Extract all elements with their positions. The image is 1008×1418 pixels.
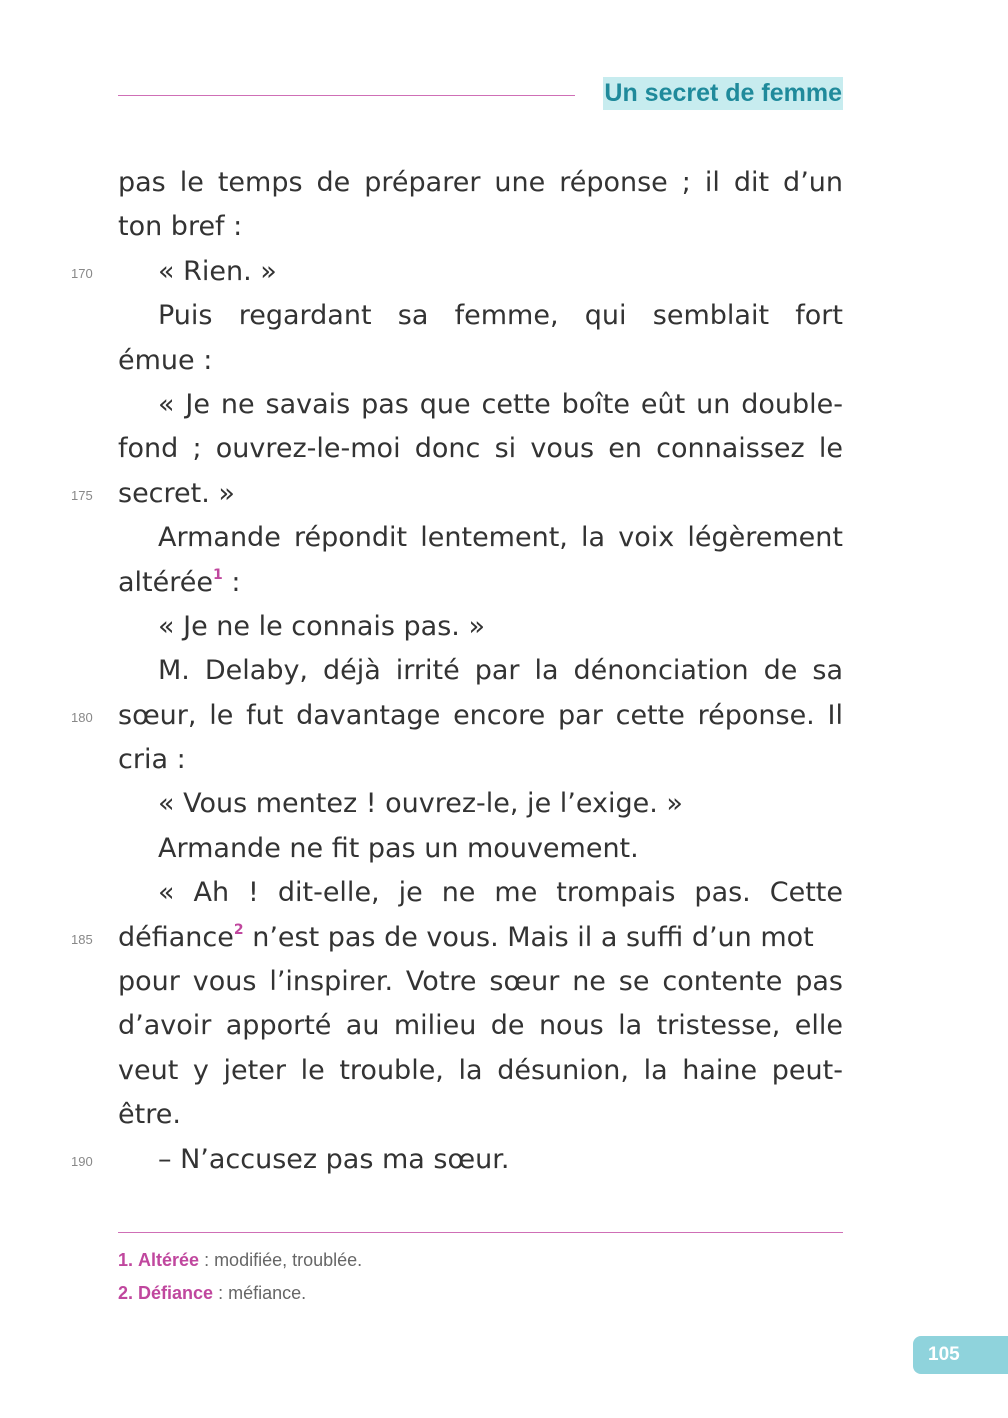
line-number: 185 xyxy=(71,931,93,947)
main-text xyxy=(71,161,843,1182)
footnotes xyxy=(118,1245,843,1311)
text-line: « Ah ! dit-elle, je ne me trompais pas. Cette xyxy=(158,877,843,909)
page-number: 105 xyxy=(913,1336,1008,1374)
line-text: n’est pas de vous. Mais il a suffi d’un mot xyxy=(243,921,814,953)
text-line: Armande ne fit pas un mouvement. xyxy=(158,832,639,864)
text-line: M. Delaby, déjà irrité par la dénonciation de sa xyxy=(158,655,843,687)
text-line xyxy=(118,561,843,605)
footnote-number: 1. xyxy=(118,1250,134,1270)
footnote-ref-2[interactable]: 2 xyxy=(233,921,244,938)
line-number: 170 xyxy=(71,265,93,281)
line-number: 180 xyxy=(71,709,93,725)
text-line xyxy=(71,1138,843,1182)
text-line: être. xyxy=(118,1099,181,1131)
text-line: émue : xyxy=(118,344,213,376)
line-text: – N’accusez pas ma sœur. xyxy=(158,1143,510,1175)
footnote-term: Défiance xyxy=(138,1283,214,1303)
text-line: Armande répondit lentement, la voix légèrement xyxy=(158,522,843,554)
footnote-2 xyxy=(118,1278,843,1311)
text-line: pour vous l’inspirer. Votre sœur ne se contente pas xyxy=(118,966,843,998)
text-line xyxy=(71,694,843,738)
footnote-definition: : méfiance. xyxy=(213,1283,307,1303)
line-number: 175 xyxy=(71,487,93,503)
text-line: « Vous mentez ! ouvrez-le, je l’exige. » xyxy=(158,788,683,820)
footnote-rule xyxy=(118,1232,843,1233)
text-line xyxy=(71,916,843,960)
line-text: altérée xyxy=(118,566,213,598)
line-text: secret. » xyxy=(118,477,235,509)
text-line: Puis regardant sa femme, qui semblait fort xyxy=(158,300,843,332)
footnote-term: Altérée xyxy=(138,1250,200,1270)
line-text: sœur, le fut davantage encore par cette réponse. Il xyxy=(118,699,843,731)
line-text: « Rien. » xyxy=(158,255,277,287)
line-number: 190 xyxy=(71,1153,93,1169)
text-line: d’avoir apporté au milieu de nous la tristesse, elle xyxy=(118,1010,843,1042)
text-line: « Je ne savais pas que cette boîte eût un double- xyxy=(158,388,843,420)
text-line xyxy=(71,472,843,516)
text-line: ton bref : xyxy=(118,211,243,243)
footnote-number: 2. xyxy=(118,1283,134,1303)
text-line: cria : xyxy=(118,744,186,776)
text-line: fond ; ouvrez-le-moi donc si vous en connaissez le xyxy=(118,433,843,465)
text-line: pas le temps de préparer une réponse ; il dit d’un xyxy=(118,167,843,198)
footnote-1 xyxy=(118,1245,843,1278)
text-line: « Je ne le connais pas. » xyxy=(158,610,485,642)
text-line: veut y jeter le trouble, la désunion, la haine peut- xyxy=(118,1054,843,1086)
footnote-ref-1[interactable]: 1 xyxy=(212,566,223,583)
header-rule xyxy=(118,95,575,96)
line-text: : xyxy=(222,566,241,598)
text-line xyxy=(71,250,843,294)
footnote-definition: : modifiée, troublée. xyxy=(199,1250,363,1270)
line-text: défiance xyxy=(118,921,234,953)
running-title: Un secret de femme xyxy=(603,77,843,110)
